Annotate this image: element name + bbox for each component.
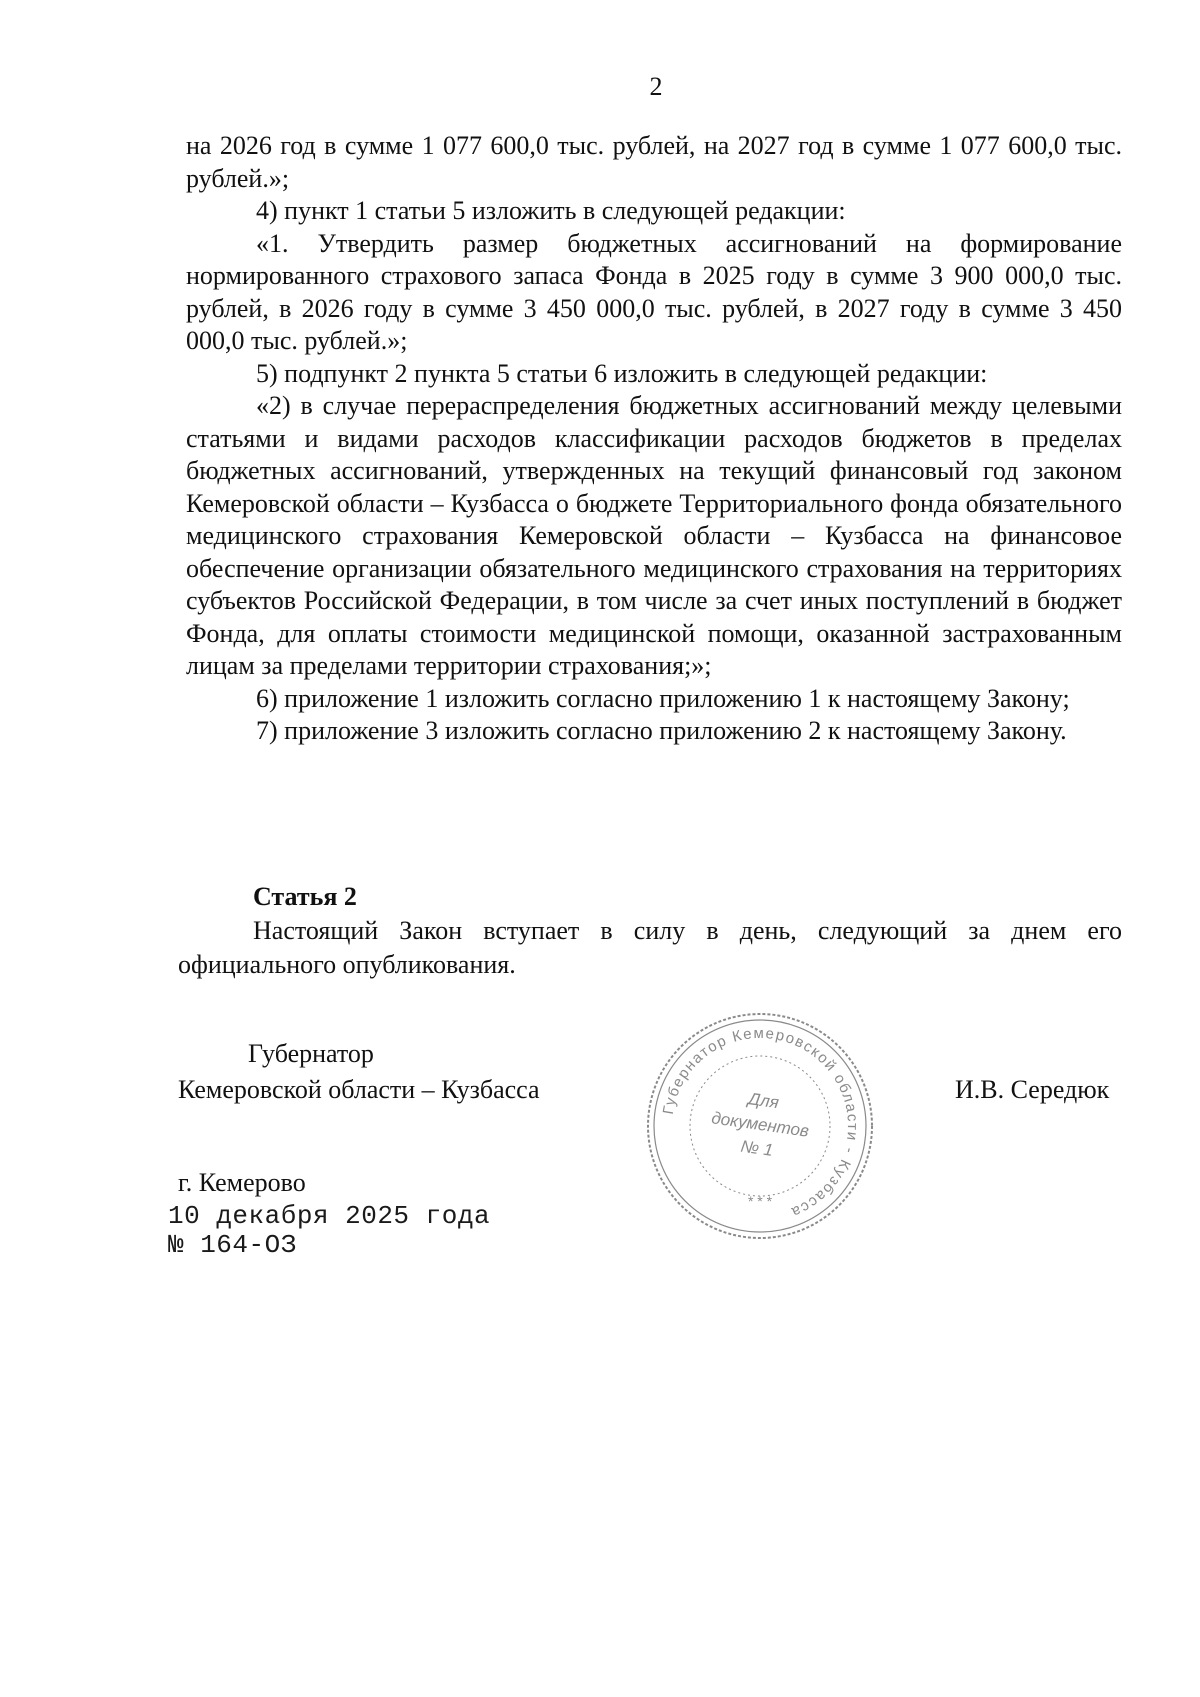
stamp-ring-text: Губернатор Кемеровской области - Кузбасса (659, 1024, 862, 1222)
signature-title-line2: Кемеровской области – Кузбасса (178, 1075, 540, 1104)
law-number: № 164-ОЗ (168, 1230, 297, 1260)
stamp-center-line1: Для (747, 1089, 781, 1113)
signing-date: 10 декабря 2025 года (168, 1201, 491, 1231)
signer-name: И.В. Середюк (955, 1075, 1110, 1104)
official-seal-stamp (640, 1006, 880, 1246)
page-number: 2 (649, 72, 663, 101)
signature-title (178, 1036, 540, 1108)
article-heading: Статья 2 (253, 882, 357, 911)
paragraph-item-6: 6) приложение 1 изложить согласно приложению 1 к настоящему Закону; (256, 683, 1070, 713)
stamp-center-line2: документов (710, 1108, 811, 1141)
paragraph-item-7: 7) приложение 3 изложить согласно приложению 2 к настоящему Закону. (256, 716, 1067, 745)
article-2 (178, 880, 1122, 982)
article-text: Настоящий Закон вступает в силу в день, следующий за днем его официального опубликования. (178, 916, 1122, 979)
stamp-stars: * * * (747, 1193, 773, 1209)
paragraph-item-4-text: «1. Утвердить размер бюджетных ассигнований на формирование нормированного страхового запаса Фонда в 2025 году в сумме 3 900 000,0 тыс. рублей, в 2026 году в сумме 3 450 000,0 тыс. рублей, в 2027 году в сумме 3 450 000,0 тыс. рублей.»; (186, 228, 1122, 355)
signature-title-line1: Губернатор (248, 1039, 374, 1068)
paragraph-item-5: 5) подпункт 2 пункта 5 статьи 6 изложить в следующей редакции: (256, 358, 988, 388)
paragraph-item-5-text: «2) в случае перераспределения бюджетных ассигнований между целевыми статьями и видами расходов классификации расходов бюджетов в пределах бюджетных ассигнований, утвержденных на текущий финансовый год законом Кемеровской области – Кузбасса о бюджете Территориального фонда обязательного медицинского страхования Кемеровской области – Кузбасса на финансовое обеспечение организации обязательного медицинского страхования на территориях субъектов Российской Федерации, в том числе за счет иных поступлений в бюджет Фонда, для оплаты стоимости медицинской помощи, оказанной застрахованным лицам за пределами территории страхования;»; (186, 391, 1122, 680)
paragraph-item-4: 4) пункт 1 статьи 5 изложить в следующей редакции: (256, 196, 846, 225)
law-body (186, 130, 1122, 748)
place-of-signing: г. Кемерово (178, 1168, 306, 1197)
stamp-center-line3: № 1 (739, 1136, 775, 1160)
paragraph-continuation: на 2026 год в сумме 1 077 600,0 тыс. рублей, на 2027 год в сумме 1 077 600,0 тыс. рублей.»; (186, 131, 1122, 193)
